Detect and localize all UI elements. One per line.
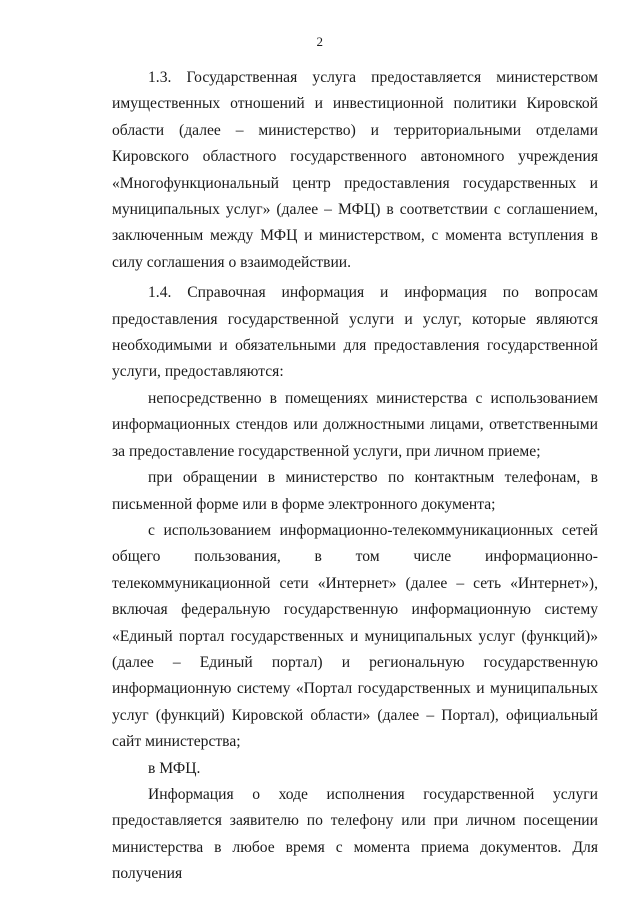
paragraph-1-4: 1.4. Справочная информация и информация по вопросам предоставления государственной услуги и услуг, которые являются необходимыми и обязательными для предоставления государственной услуги, предоставляются: [112,284,598,381]
document-body [112,65,598,888]
paragraph-by-phone: при обращении в министерство по контактным телефонам, в письменной форме или в форме электронного документа; [112,469,598,513]
paragraph-1-3: 1.3. Государственная услуга предоставляется министерством имущественных отношений и инвестиционной политики Кировской области (далее – министерство) и территориальными отделами Кировского областного государственного автономного учреждения «Многофункциональный центр предоставления государственных и муниципальных услуг» (далее – МФЦ) в соответствии с соглашением, заключенным между МФЦ и министерством, с момента вступления в силу соглашения о взаимодействии. [112,69,598,271]
paragraph-mfc: в МФЦ. [148,759,201,777]
paragraph-in-premises: непосредственно в помещениях министерства с использованием информационных стендов или должностными лицами, ответственными за предоставление государственной услуги, при личном приеме; [112,389,598,460]
paragraph-progress-info: Информация о ходе исполнения государственной услуги предоставляется заявителю по телефону или при личном посещении министерства в любое время с момента приема документов. Для получения [112,785,598,883]
page-number: 2 [316,34,324,49]
paragraph-internet: с использованием информационно-телекоммуникационных сетей общего пользования, в том числе информационно-телекоммуникационной сети «Интернет» (далее – сеть «Интернет»), включая федеральную государственную информационную систему «Единый портал государственных и муниципальных услуг (функций)» (далее – Единый портал) и региональную государственную информационную систему «Портал государственных и муниципальных услуг (функций) Кировской области» (далее – Портал), официальный сайт министерства; [112,521,598,751]
